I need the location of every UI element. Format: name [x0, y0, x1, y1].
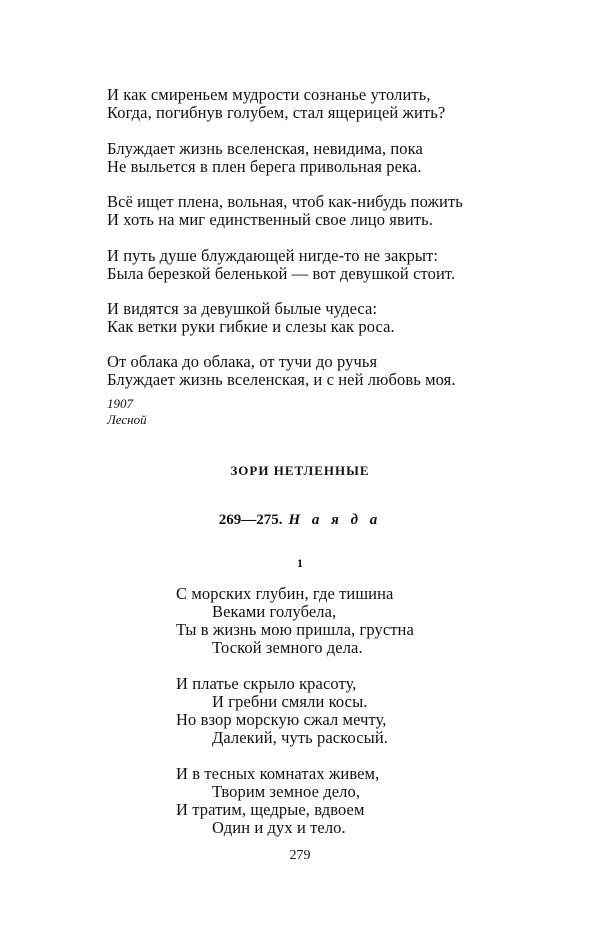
verse-line: Когда, погибнув голубем, стал ящерицей жить? — [107, 103, 446, 122]
verse-line: Веками голубела, — [212, 602, 337, 621]
verse-line: И путь душе блуждающей нигде-то не закрыт: — [107, 246, 439, 265]
verse-line: Но взор морскую сжал мечту, — [176, 710, 387, 729]
verse-line: Далекий, чуть раскосый. — [212, 728, 389, 747]
verse-line: И платье скрыло красоту, — [176, 674, 357, 693]
verse-line: И гребни смяли косы. — [212, 692, 368, 711]
verse-line: Была березкой беленькой — вот девушкой стоит. — [107, 264, 456, 283]
verse-line: И хоть на миг единственный свое лицо явить. — [107, 210, 433, 229]
verse-line: От облака до облака, от тучи до ручья — [107, 352, 378, 371]
verse-line: И как смиреньем мудрости сознанье утолить, — [107, 85, 431, 104]
verse-line: И тратим, щедрые, вдвоем — [176, 800, 365, 819]
verse-line: Не выльется в плен берега привольная река. — [107, 157, 422, 176]
section-title: ЗОРИ НЕТЛЕННЫЕ — [230, 463, 370, 478]
poem-date: 1907 — [107, 396, 133, 411]
verse-line: Один и дух и тело. — [212, 818, 346, 837]
page-number: 279 — [289, 848, 311, 863]
verse-line: Как ветки руки гибкие и слезы как роса. — [107, 317, 395, 336]
verse-line: Блуждает жизнь вселенская, невидима, пока — [107, 139, 423, 158]
verse-line: Ты в жизнь мою пришла, грустна — [176, 620, 414, 639]
part-number: 1 — [297, 556, 303, 570]
verse-line: Творим земное дело, — [212, 782, 361, 801]
verse-line: Всё ищет плена, вольная, чтоб как-нибудь пожить — [107, 192, 463, 211]
poem-number: 269—275. — [218, 512, 283, 528]
verse-line: С морских глубин, где тишина — [176, 584, 394, 603]
verse-line: Блуждает жизнь вселенская, и с ней любовь моя. — [107, 370, 456, 389]
poem-title: Н а я д а — [288, 512, 382, 528]
poem-place: Лесной — [107, 412, 147, 427]
poem-heading — [0, 512, 600, 529]
verse-line: Тоской земного дела. — [212, 638, 363, 657]
verse-line: И видятся за девушкой былые чудеса: — [107, 299, 378, 318]
verse-line: И в тесных комнатах живем, — [176, 764, 380, 783]
